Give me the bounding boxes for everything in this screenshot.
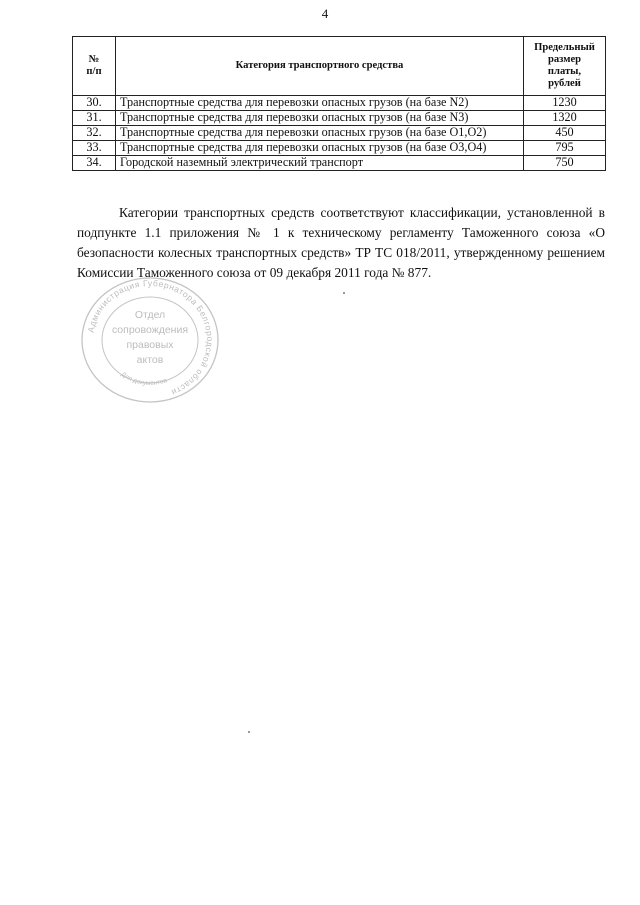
classification-note: Категории транспортных средств соответствуют классификации, установленной в подпункте 1.1 приложения № 1 к техническому регламенту Таможенного союза «О безопасности колесных транспортных средств» ТР ТС 018/2011, утвержденному решением Комиссии Таможенного союза от 09 декабря 2011 года № 877. bbox=[77, 205, 605, 281]
row-fee: 795 bbox=[524, 141, 606, 156]
table-row bbox=[73, 156, 606, 171]
row-fee: 1320 bbox=[524, 111, 606, 126]
row-number: 33. bbox=[73, 141, 116, 156]
row-fee: 750 bbox=[524, 156, 606, 171]
stamp-center-line: сопровождения bbox=[111, 324, 189, 336]
row-number: 34. bbox=[73, 156, 116, 171]
table-row bbox=[73, 111, 606, 126]
row-category: Городской наземный электрический транспорт bbox=[116, 156, 524, 171]
stamp-center-line: правовых bbox=[126, 339, 174, 351]
table-row bbox=[73, 126, 606, 141]
table-row bbox=[73, 141, 606, 156]
row-category: Транспортные средства для перевозки опасных грузов (на базе O3,O4) bbox=[116, 141, 524, 156]
row-category: Транспортные средства для перевозки опасных грузов (на базе N3) bbox=[116, 111, 524, 126]
stamp-inner-text: Для документов bbox=[119, 370, 168, 388]
stamp-outer-text: Администрация Губернатора Белгородской области bbox=[85, 277, 216, 398]
office-stamp bbox=[78, 276, 222, 404]
page-number: 4 bbox=[321, 6, 329, 21]
row-number: 30. bbox=[73, 96, 116, 111]
row-category: Транспортные средства для перевозки опасных грузов (на базе O1,O2) bbox=[116, 126, 524, 141]
row-category: Транспортные средства для перевозки опасных грузов (на базе N2) bbox=[116, 96, 524, 111]
stamp-center-line: актов bbox=[136, 354, 164, 366]
fee-table bbox=[72, 36, 606, 171]
row-number: 31. bbox=[73, 111, 116, 126]
table-header-row bbox=[73, 37, 606, 96]
header-number: № п/п bbox=[73, 37, 116, 96]
row-number: 32. bbox=[73, 126, 116, 141]
scan-speck bbox=[343, 292, 345, 294]
scan-speck bbox=[248, 731, 250, 733]
stamp-center-line: Отдел bbox=[134, 309, 166, 321]
header-category: Категория транспортного средства bbox=[116, 37, 524, 96]
table-row bbox=[73, 96, 606, 111]
row-fee: 1230 bbox=[524, 96, 606, 111]
row-fee: 450 bbox=[524, 126, 606, 141]
header-fee: Предельный размер платы, рублей bbox=[524, 37, 606, 96]
